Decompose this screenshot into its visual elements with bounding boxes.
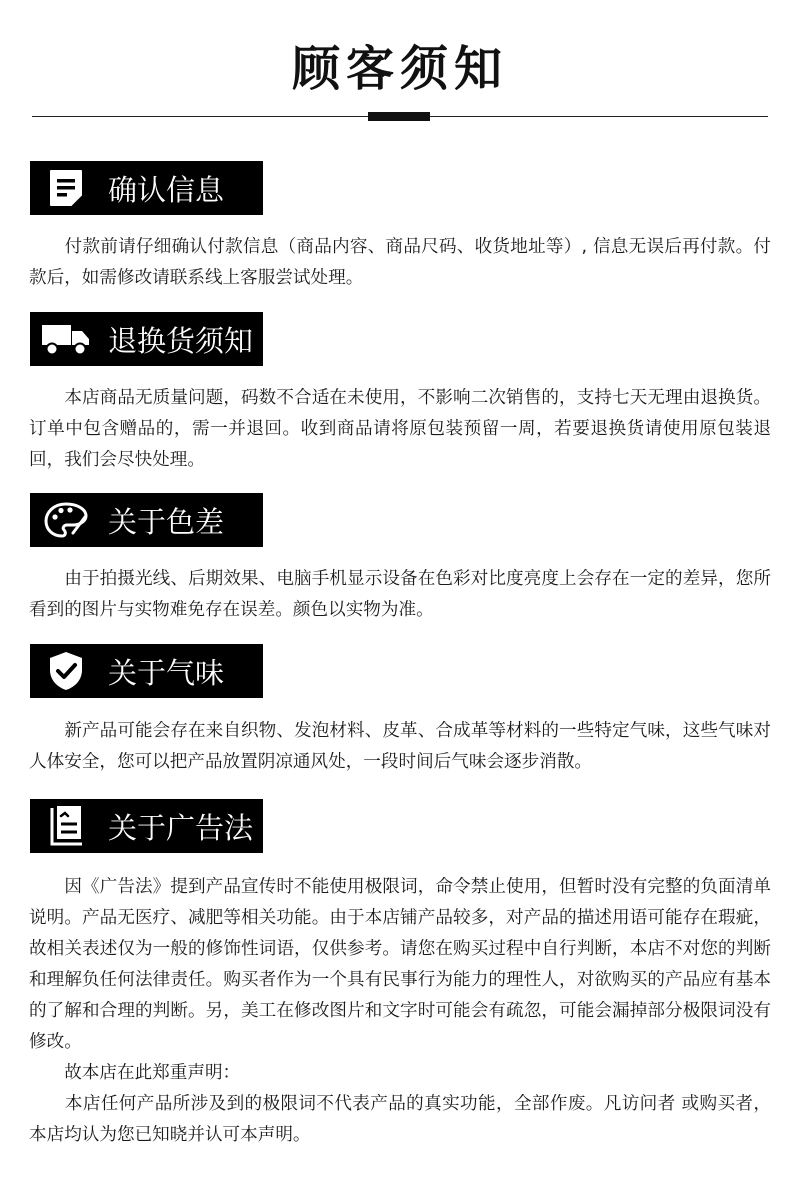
- section-header-confirm-info: [30, 161, 263, 215]
- section-heading: 退换货须知: [108, 323, 254, 358]
- section-heading: 关于气味: [108, 655, 225, 690]
- section-heading: 确认信息: [108, 172, 225, 207]
- section-body-color-difference: [29, 564, 771, 626]
- section-body-odor: [29, 716, 771, 778]
- section-body-return-policy: [29, 383, 771, 476]
- section-heading: 关于广告法: [108, 810, 254, 845]
- shield-check-icon: [38, 644, 94, 698]
- document-icon: [38, 161, 94, 215]
- statement-intro: 故本店在此郑重声明：: [29, 1063, 241, 1083]
- section-header-color-difference: [30, 493, 263, 547]
- section-header-advertising-law: [30, 799, 263, 853]
- title-divider-accent: [368, 112, 430, 121]
- section-heading: 关于色差: [108, 504, 225, 539]
- paragraph: 因《广告法》提到产品宣传时不能使用极限词，命令禁止使用，但暂时没有完整的负面清单说明。产品无医疗、减肥等相关功能。由于本店铺产品较多，对产品的描述用语可能存在瑕疵，故相关表述仅为一般的修饰性词语，仅供参考。请您在购买过程中自行判断，本店不对您的判断和理解负任何法律责任。购买者作为一个具有民事行为能力的理性人，对欲购买的产品应有基本的了解和合理的判断。另，美工在修改图片和文字时可能会有疏忽，可能会漏掉部分极限词没有修改。: [29, 877, 771, 1052]
- law-book-icon: [38, 799, 94, 853]
- truck-icon: [38, 312, 94, 366]
- section-body-confirm-info: [29, 232, 771, 294]
- section-header-return-policy: [30, 312, 263, 366]
- page-title: 顾客须知: [291, 41, 508, 97]
- statement: 本店任何产品所涉及到的极限词不代表产品的真实功能，全部作废。凡访问者 或购买者，本店均认为您已知晓并认可本声明。: [29, 1094, 771, 1145]
- paragraph: 本店商品无质量问题，码数不合适在未使用，不影响二次销售的，支持七天无理由退换货。订单中包含赠品的，需一并退回。收到商品请将原包装预留一周，若要退换货请使用原包装退回，我们会尽快处理。: [29, 388, 771, 470]
- section-header-odor: [30, 644, 263, 698]
- palette-icon: [38, 493, 94, 547]
- paragraph: 由于拍摄光线、后期效果、电脑手机显示设备在色彩对比度亮度上会存在一定的差异，您所看到的图片与实物难免存在误差。颜色以实物为准。: [29, 569, 771, 620]
- paragraph: 新产品可能会存在来自织物、发泡材料、皮革、合成革等材料的一些特定气味，这些气味对人体安全，您可以把产品放置阴凉通风处，一段时间后气味会逐步消散。: [29, 721, 771, 772]
- section-body-advertising-law: [29, 872, 771, 1151]
- paragraph: 付款前请仔细确认付款信息（商品内容、商品尺码、收货地址等）, 信息无误后再付款。付款后，如需修改请联系线上客服尝试处理。: [29, 237, 771, 288]
